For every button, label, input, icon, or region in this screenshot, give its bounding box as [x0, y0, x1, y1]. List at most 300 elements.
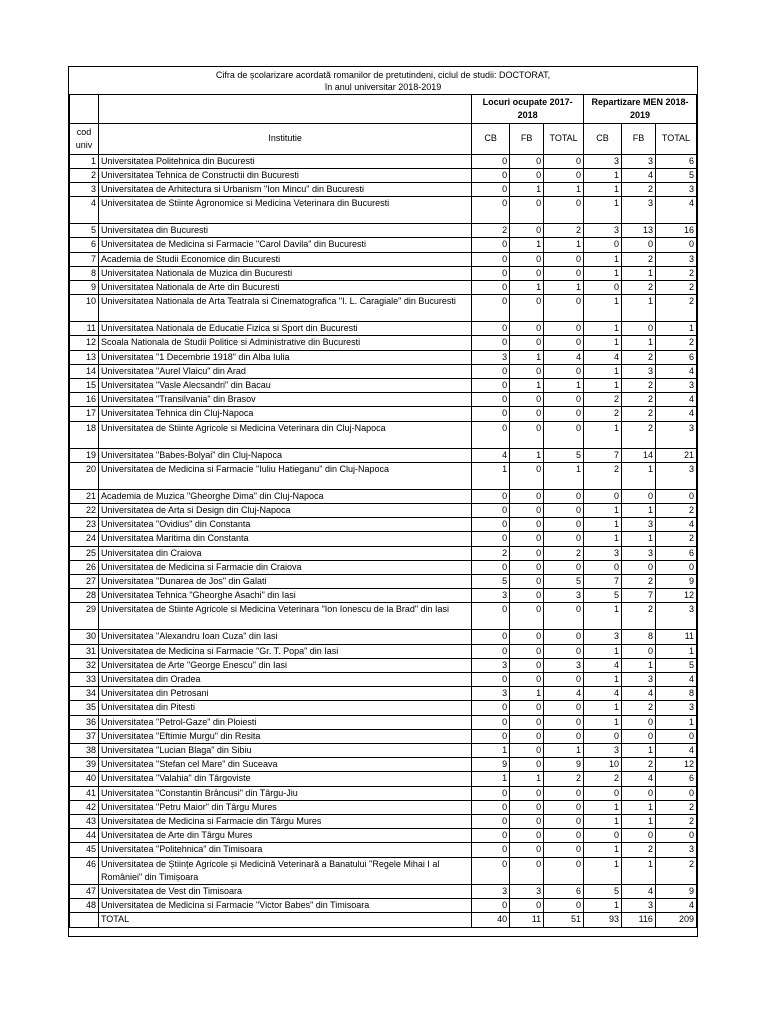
fb-2018-cell: 0 [622, 644, 656, 658]
blank-cell [70, 95, 99, 123]
cb-2018-cell: 0 [584, 238, 622, 252]
cod-cell: 15 [70, 378, 99, 392]
cod-cell: 26 [70, 560, 99, 574]
total-2018-cell: 6 [655, 546, 696, 560]
fb-2018-cell: 3 [622, 197, 656, 224]
institutie-cell: Universitatea "Ovidius" din Constanta [98, 518, 471, 532]
total-2018-cell: 1 [655, 644, 696, 658]
fb-2017-cell: 0 [510, 899, 544, 913]
total-2018-cell: 2 [655, 815, 696, 829]
total-2018-cell: 6 [655, 350, 696, 364]
column-header-row [70, 123, 697, 154]
institutie-cell: Universitatea "Petru Maior" din Târgu Mures [98, 800, 471, 814]
cb-2017-cell: 0 [472, 518, 510, 532]
total-2018-cell: 11 [655, 630, 696, 644]
cod-cell: 8 [70, 266, 99, 280]
cb-2017-cell: 0 [472, 729, 510, 743]
institutie-cell: Universitatea Nationala de Arta Teatrala si Cinematografica "I. L. Caragiale" din Bucuresti [98, 295, 471, 322]
institutie-cell: Universitatea Tehnica "Gheorghe Asachi" din Iasi [98, 589, 471, 603]
title-line-2: în anul universitar 2018-2019 [324, 82, 442, 92]
cb-2017-cell: 1 [472, 772, 510, 786]
cb-2018-cell: 2 [584, 772, 622, 786]
cb-2017-cell: 3 [472, 885, 510, 899]
table-row [70, 843, 697, 857]
table-row [70, 503, 697, 517]
table-row [70, 701, 697, 715]
total-2017-cell: 0 [544, 786, 584, 800]
total-2018-cell: 3 [655, 843, 696, 857]
cb-2017-cell: 0 [472, 197, 510, 224]
table-row [70, 786, 697, 800]
table-row [70, 603, 697, 630]
cod-cell: 16 [70, 393, 99, 407]
cb-2018-cell: 2 [584, 393, 622, 407]
total-2017-cell: 0 [544, 252, 584, 266]
total-2018-cell: 2 [655, 336, 696, 350]
cb-2018-cell: 1 [584, 322, 622, 336]
institutie-cell: Universitatea de Medicina si Farmacie din Craiova [98, 560, 471, 574]
total-2018-cell: 0 [655, 238, 696, 252]
cb-2018-cell: 0 [584, 729, 622, 743]
cb-2017-cell: 0 [472, 364, 510, 378]
total-2017-cell: 0 [544, 393, 584, 407]
cb-2017-cell: 0 [472, 560, 510, 574]
cod-cell: 22 [70, 503, 99, 517]
total-2017-cell: 0 [544, 154, 584, 168]
fb-2017-cell: 0 [510, 729, 544, 743]
cb-2018-cell: 3 [584, 224, 622, 238]
cb-2017-cell: 0 [472, 672, 510, 686]
institutie-cell: Universitatea "Eftimie Murgu" din Resita [98, 729, 471, 743]
institutie-cell: Universitatea "Vasle Alecsandri" din Bacau [98, 378, 471, 392]
fb-2017-cell: 1 [510, 772, 544, 786]
fb-2017-cell: 0 [510, 224, 544, 238]
total-2018-cell: 3 [655, 462, 696, 489]
fb-2018-total: 116 [622, 913, 656, 927]
fb-2017-cell: 0 [510, 336, 544, 350]
total-2017-cell: 0 [544, 336, 584, 350]
total-2017-cell: 5 [544, 574, 584, 588]
total-2017-cell: 0 [544, 701, 584, 715]
fb-2017-cell: 0 [510, 197, 544, 224]
header-fb-2018: FB [622, 123, 656, 154]
cod-cell: 29 [70, 603, 99, 630]
cb-2017-cell: 0 [472, 168, 510, 182]
total-2017-cell: 2 [544, 772, 584, 786]
total-2018-cell: 4 [655, 672, 696, 686]
cod-cell: 42 [70, 800, 99, 814]
fb-2017-cell: 0 [510, 322, 544, 336]
cod-cell: 10 [70, 295, 99, 322]
total-2018-cell: 4 [655, 744, 696, 758]
table-row [70, 393, 697, 407]
fb-2017-cell: 0 [510, 857, 544, 884]
table-row [70, 829, 697, 843]
fb-2018-cell: 1 [622, 266, 656, 280]
cb-2017-cell: 0 [472, 378, 510, 392]
header-locuri-ocupate: Locuri ocupate 2017-2018 [472, 95, 584, 123]
fb-2017-cell: 0 [510, 168, 544, 182]
cb-2018-cell: 1 [584, 336, 622, 350]
fb-2018-cell: 3 [622, 364, 656, 378]
table-row [70, 421, 697, 448]
blank-cell [98, 95, 471, 123]
cb-2017-cell: 3 [472, 658, 510, 672]
fb-2018-cell: 0 [622, 489, 656, 503]
table-row [70, 715, 697, 729]
total-2017-cell: 6 [544, 885, 584, 899]
cb-2017-cell: 0 [472, 857, 510, 884]
cb-2018-cell: 3 [584, 630, 622, 644]
fb-2018-cell: 1 [622, 744, 656, 758]
fb-2017-cell: 0 [510, 574, 544, 588]
cb-2017-cell: 0 [472, 393, 510, 407]
fb-2017-cell: 0 [510, 407, 544, 421]
total-2017-cell: 0 [544, 815, 584, 829]
cb-2018-cell: 0 [584, 786, 622, 800]
total-2018-cell: 5 [655, 658, 696, 672]
fb-2017-cell: 1 [510, 182, 544, 196]
cb-2017-cell: 0 [472, 503, 510, 517]
fb-2018-cell: 8 [622, 630, 656, 644]
cb-2017-cell: 3 [472, 589, 510, 603]
fb-2018-cell: 3 [622, 546, 656, 560]
cod-cell: 46 [70, 857, 99, 884]
fb-2018-cell: 14 [622, 448, 656, 462]
cod-cell: 6 [70, 238, 99, 252]
header-cod-univ: cod univ [70, 123, 99, 154]
total-2017-cell: 3 [544, 589, 584, 603]
fb-2017-cell: 0 [510, 815, 544, 829]
header-cb-2018: CB [584, 123, 622, 154]
fb-2018-cell: 2 [622, 758, 656, 772]
fb-2017-cell: 0 [510, 644, 544, 658]
fb-2017-cell: 0 [510, 503, 544, 517]
total-2017-cell: 0 [544, 899, 584, 913]
institutie-cell: Universitatea de Arta si Design din Cluj-Napoca [98, 503, 471, 517]
header-total-2018: TOTAL [655, 123, 696, 154]
institutie-cell: Universitatea de Arte din Târgu Mures [98, 829, 471, 843]
spreadsheet [68, 66, 698, 937]
total-2017-cell: 3 [544, 658, 584, 672]
fb-2017-cell: 0 [510, 701, 544, 715]
header-fb-2017: FB [510, 123, 544, 154]
cb-2018-total: 93 [584, 913, 622, 927]
fb-2018-cell: 4 [622, 885, 656, 899]
table-row [70, 252, 697, 266]
table-row [70, 729, 697, 743]
cb-2018-cell: 1 [584, 364, 622, 378]
institutie-cell: Universitatea din Oradea [98, 672, 471, 686]
total-2018-cell: 4 [655, 407, 696, 421]
cod-cell: 32 [70, 658, 99, 672]
institutie-cell: Universitatea Maritima din Constanta [98, 532, 471, 546]
cb-2018-cell: 1 [584, 421, 622, 448]
cb-2018-cell: 1 [584, 843, 622, 857]
header-cb-2017: CB [472, 123, 510, 154]
total-2017-cell: 1 [544, 182, 584, 196]
fb-2017-cell: 0 [510, 518, 544, 532]
total-2017-cell: 2 [544, 224, 584, 238]
cb-2017-cell: 0 [472, 715, 510, 729]
fb-2017-cell: 0 [510, 532, 544, 546]
fb-2018-cell: 0 [622, 715, 656, 729]
cod-cell: 31 [70, 644, 99, 658]
fb-2018-cell: 2 [622, 182, 656, 196]
fb-2017-cell: 0 [510, 154, 544, 168]
fb-2018-cell: 2 [622, 393, 656, 407]
institutie-cell: Universitatea Politehnica din Bucuresti [98, 154, 471, 168]
cod-cell: 27 [70, 574, 99, 588]
total-2017-cell: 0 [544, 168, 584, 182]
fb-2017-cell: 1 [510, 687, 544, 701]
cod-cell: 37 [70, 729, 99, 743]
data-table [69, 95, 697, 928]
total-2018-cell: 2 [655, 503, 696, 517]
cb-2018-cell: 1 [584, 857, 622, 884]
fb-2017-cell: 0 [510, 489, 544, 503]
fb-2018-cell: 2 [622, 280, 656, 294]
fb-2017-cell: 1 [510, 448, 544, 462]
fb-2017-cell: 0 [510, 658, 544, 672]
fb-2017-cell: 0 [510, 252, 544, 266]
total-2017-cell: 0 [544, 843, 584, 857]
fb-2018-cell: 0 [622, 560, 656, 574]
fb-2018-cell: 2 [622, 421, 656, 448]
cod-cell: 43 [70, 815, 99, 829]
table-row [70, 364, 697, 378]
total-2018-cell: 12 [655, 589, 696, 603]
fb-2017-cell: 1 [510, 280, 544, 294]
total-2018-cell: 3 [655, 252, 696, 266]
table-row [70, 658, 697, 672]
total-2018-cell: 4 [655, 364, 696, 378]
fb-2018-cell: 2 [622, 378, 656, 392]
total-2018-cell: 0 [655, 489, 696, 503]
institutie-cell: Universitatea "Lucian Blaga" din Sibiu [98, 744, 471, 758]
total-2017-cell: 0 [544, 672, 584, 686]
table-row [70, 885, 697, 899]
cb-2018-cell: 0 [584, 280, 622, 294]
fb-2018-cell: 3 [622, 899, 656, 913]
cb-2018-cell: 1 [584, 197, 622, 224]
cod-cell: 47 [70, 885, 99, 899]
fb-2017-total: 11 [510, 913, 544, 927]
fb-2017-cell: 0 [510, 393, 544, 407]
table-row [70, 672, 697, 686]
table-row [70, 546, 697, 560]
fb-2018-cell: 13 [622, 224, 656, 238]
fb-2017-cell: 0 [510, 560, 544, 574]
institutie-cell: Universitatea de Medicina si Farmacie "Carol Davila" din Bucuresti [98, 238, 471, 252]
table-row [70, 560, 697, 574]
table-row [70, 758, 697, 772]
cod-cell: 3 [70, 182, 99, 196]
fb-2018-cell: 2 [622, 252, 656, 266]
fb-2018-cell: 2 [622, 843, 656, 857]
cb-2017-cell: 2 [472, 224, 510, 238]
total-2017-cell: 0 [544, 421, 584, 448]
cod-cell: 24 [70, 532, 99, 546]
institutie-cell: Universitatea de Arhitectura si Urbanism "Ion Mincu" din Bucuresti [98, 182, 471, 196]
institutie-cell: Universitatea de Vest din Timisoara [98, 885, 471, 899]
table-row [70, 630, 697, 644]
total-2018-cell: 2 [655, 800, 696, 814]
table-row [70, 800, 697, 814]
table-row [70, 407, 697, 421]
total-2017-cell: 1 [544, 744, 584, 758]
table-row [70, 489, 697, 503]
total-2018-cell: 9 [655, 574, 696, 588]
total-2017-cell: 1 [544, 280, 584, 294]
fb-2018-cell: 2 [622, 350, 656, 364]
institutie-cell: Universitatea "Transilvania" din Brasov [98, 393, 471, 407]
header-institutie: Institutie [98, 123, 471, 154]
institutie-cell: Universitatea de Stiinte Agricole si Medicina Veterinara din Cluj-Napoca [98, 421, 471, 448]
header-total-2017: TOTAL [544, 123, 584, 154]
cod-cell: 12 [70, 336, 99, 350]
fb-2017-cell: 0 [510, 603, 544, 630]
fb-2018-cell: 0 [622, 322, 656, 336]
institutie-cell: Universitatea "Politehnica" din Timisoara [98, 843, 471, 857]
cb-2018-cell: 1 [584, 672, 622, 686]
cb-2017-cell: 4 [472, 448, 510, 462]
total-2018-cell: 3 [655, 701, 696, 715]
total-2017-cell: 2 [544, 546, 584, 560]
total-2017-cell: 0 [544, 560, 584, 574]
table-row [70, 644, 697, 658]
total-2018-cell: 21 [655, 448, 696, 462]
institutie-cell: Universitatea Nationala de Educatie Fizica si Sport din Bucuresti [98, 322, 471, 336]
cb-2018-cell: 1 [584, 532, 622, 546]
cb-2018-cell: 0 [584, 489, 622, 503]
cod-cell: 23 [70, 518, 99, 532]
fb-2017-cell: 3 [510, 885, 544, 899]
total-2018-cell: 0 [655, 560, 696, 574]
cod-cell: 40 [70, 772, 99, 786]
cod-cell: 2 [70, 168, 99, 182]
fb-2018-cell: 1 [622, 295, 656, 322]
total-2018-cell: 3 [655, 378, 696, 392]
cb-2017-cell: 0 [472, 829, 510, 843]
cb-2017-cell: 0 [472, 899, 510, 913]
cod-cell: 20 [70, 462, 99, 489]
cod-cell: 25 [70, 546, 99, 560]
cod-cell: 1 [70, 154, 99, 168]
cb-2018-cell: 2 [584, 462, 622, 489]
institutie-cell: Universitatea de Stiinte Agricole si Medicina Veterinara "Ion Ionescu de la Brad" din Iasi [98, 603, 471, 630]
fb-2017-cell: 0 [510, 786, 544, 800]
cb-2018-cell: 1 [584, 644, 622, 658]
title-line-1: Cifra de școlarizare acordată romanilor de pretutindeni, ciclul de studii: DOCTORAT, [215, 70, 551, 80]
total-2018-cell: 5 [655, 168, 696, 182]
total-2017-cell: 0 [544, 266, 584, 280]
cb-2018-cell: 0 [584, 829, 622, 843]
cb-2018-cell: 5 [584, 589, 622, 603]
cb-2017-cell: 9 [472, 758, 510, 772]
fb-2018-cell: 1 [622, 336, 656, 350]
cb-2018-cell: 5 [584, 885, 622, 899]
total-2018-total: 209 [655, 913, 696, 927]
cod-cell: 30 [70, 630, 99, 644]
fb-2018-cell: 7 [622, 589, 656, 603]
total-2017-cell: 0 [544, 715, 584, 729]
cb-2017-cell: 0 [472, 266, 510, 280]
table-row [70, 182, 697, 196]
fb-2017-cell: 0 [510, 266, 544, 280]
fb-2018-cell: 4 [622, 687, 656, 701]
fb-2017-cell: 0 [510, 589, 544, 603]
fb-2018-cell: 2 [622, 407, 656, 421]
cod-cell: 4 [70, 197, 99, 224]
fb-2017-cell: 1 [510, 350, 544, 364]
total-2017-cell: 1 [544, 462, 584, 489]
cod-cell: 38 [70, 744, 99, 758]
institutie-cell: Universitatea de Stiinte Agronomice si Medicina Veterinara din Bucuresti [98, 197, 471, 224]
fb-2018-cell: 1 [622, 503, 656, 517]
cb-2017-cell: 0 [472, 154, 510, 168]
institutie-cell: Universitatea "Babes-Bolyai" din Cluj-Napoca [98, 448, 471, 462]
cod-cell: 48 [70, 899, 99, 913]
total-2018-cell: 12 [655, 758, 696, 772]
total-2017-cell: 0 [544, 644, 584, 658]
cb-2017-cell: 0 [472, 280, 510, 294]
cb-2017-cell: 0 [472, 786, 510, 800]
fb-2018-cell: 1 [622, 800, 656, 814]
table-row [70, 224, 697, 238]
cod-cell: 14 [70, 364, 99, 378]
cb-2017-cell: 3 [472, 687, 510, 701]
cb-2018-cell: 1 [584, 800, 622, 814]
institutie-cell: Universitatea de Medicina si Farmacie "Iuliu Hatieganu" din Cluj-Napoca [98, 462, 471, 489]
cb-2017-cell: 2 [472, 546, 510, 560]
cod-cell: 5 [70, 224, 99, 238]
total-2017-cell: 0 [544, 630, 584, 644]
cb-2018-cell: 1 [584, 182, 622, 196]
table-title [69, 67, 697, 95]
institutie-cell: Academia de Studii Economice din Bucuresti [98, 252, 471, 266]
cb-2017-cell: 0 [472, 701, 510, 715]
cb-2018-cell: 1 [584, 252, 622, 266]
total-2018-cell: 2 [655, 266, 696, 280]
institutie-cell: Universitatea "Petrol-Gaze" din Ploiesti [98, 715, 471, 729]
cb-2018-cell: 10 [584, 758, 622, 772]
cb-2018-cell: 2 [584, 407, 622, 421]
table-row [70, 238, 697, 252]
cod-cell: 9 [70, 280, 99, 294]
total-2018-cell: 3 [655, 421, 696, 448]
total-2018-cell: 2 [655, 857, 696, 884]
institutie-cell: Universitatea de Medicina si Farmacie "Victor Babes" din Timisoara [98, 899, 471, 913]
total-2017-cell: 0 [544, 295, 584, 322]
cb-2017-cell: 0 [472, 295, 510, 322]
cb-2017-cell: 0 [472, 843, 510, 857]
cb-2018-cell: 1 [584, 603, 622, 630]
cb-2018-cell: 7 [584, 448, 622, 462]
fb-2017-cell: 0 [510, 744, 544, 758]
total-2017-cell: 0 [544, 503, 584, 517]
total-2018-cell: 6 [655, 772, 696, 786]
cb-2018-cell: 3 [584, 154, 622, 168]
table-row [70, 744, 697, 758]
cod-cell: 7 [70, 252, 99, 266]
cb-2018-cell: 4 [584, 687, 622, 701]
total-2017-cell: 0 [544, 407, 584, 421]
cb-2017-cell: 0 [472, 630, 510, 644]
table-row [70, 295, 697, 322]
table-row [70, 589, 697, 603]
total-2018-cell: 0 [655, 729, 696, 743]
